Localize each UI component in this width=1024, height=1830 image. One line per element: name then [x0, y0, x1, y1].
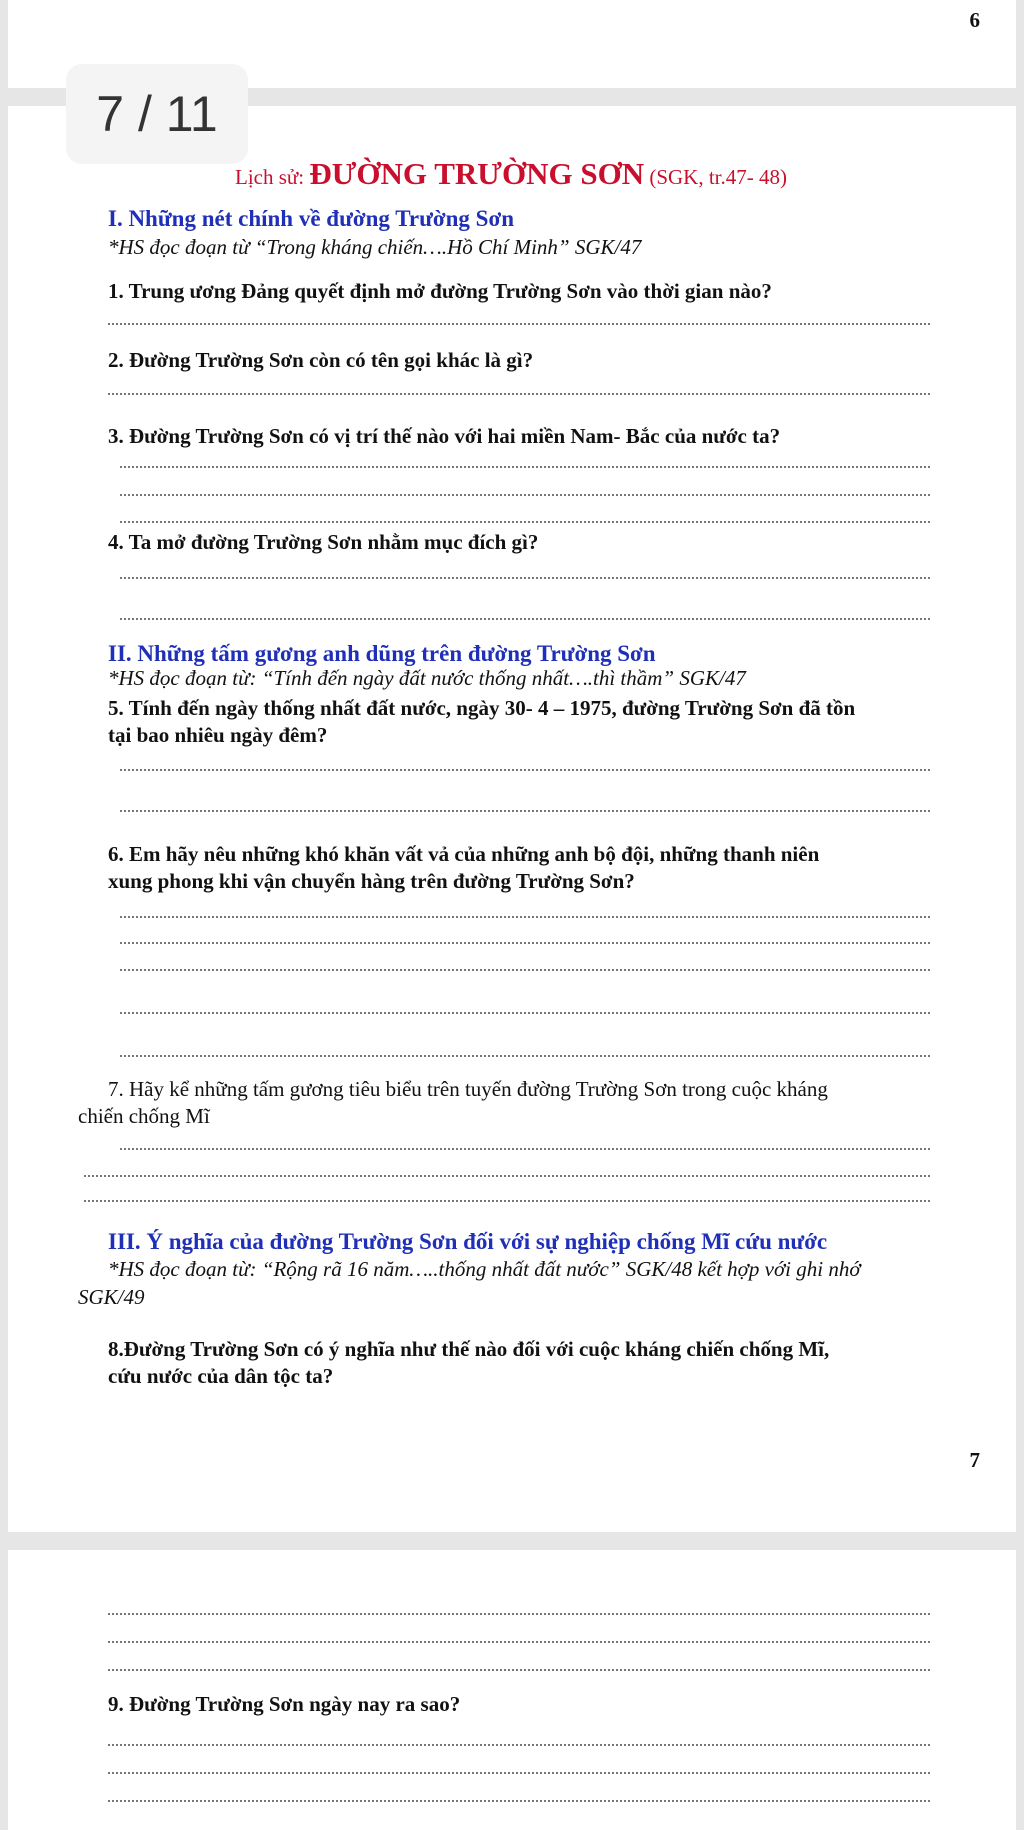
answer-line: [120, 810, 930, 812]
question-7-line-2: chiến chống Mĩ: [78, 1104, 210, 1128]
answer-line: [120, 1148, 930, 1150]
answer-line: [108, 1669, 930, 1671]
answer-line: [120, 916, 930, 918]
question-8-line-1: 8.Đường Trường Sơn có ý nghĩa như thế nào đối với cuộc kháng chiến chống Mĩ,: [108, 1337, 830, 1361]
answer-line: [84, 1175, 930, 1177]
answer-line: [108, 1641, 930, 1643]
question-1: 1. Trung ương Đảng quyết định mở đường Trường Sơn vào thời gian nào?: [108, 279, 772, 303]
question-2: 2. Đường Trường Sơn còn có tên gọi khác là gì?: [108, 348, 534, 372]
answer-line: [120, 969, 930, 971]
section-heading-2: II. Những tấm gương anh dũng trên đường Trường Sơn: [108, 641, 656, 666]
section-note-2: *HS đọc đoạn từ: “Tính đến ngày đất nước thống nhất….thì thầm” SGK/47: [108, 666, 746, 690]
page-number: 7: [969, 1448, 980, 1472]
answer-line: [120, 942, 930, 944]
question-6-line-1: 6. Em hãy nêu những khó khăn vất vả của những anh bộ đội, những thanh niên: [108, 842, 820, 866]
answer-line: [120, 466, 930, 468]
section-heading-3: III. Ý nghĩa của đường Trường Sơn đối với sự nghiệp chống Mĩ cứu nước: [108, 1229, 828, 1254]
section-note-1: *HS đọc đoạn từ “Trong kháng chiến….Hồ Chí Minh” SGK/47: [108, 235, 642, 259]
answer-line: [84, 1200, 930, 1202]
question-8-line-2: cứu nước của dân tộc ta?: [108, 1364, 334, 1388]
answer-line: [108, 1613, 930, 1615]
answer-line: [120, 1055, 930, 1057]
next-page: [8, 1550, 1016, 1830]
section-note-3-line-1: *HS đọc đoạn từ: “Rộng rã 16 năm…..thống nhất đất nước” SGK/48 kết hợp với ghi nhớ: [108, 1257, 861, 1281]
question-7-line-1: 7. Hãy kể những tấm gương tiêu biểu trên tuyến đường Trường Sơn trong cuộc kháng: [108, 1077, 828, 1101]
document-title: Lịch sử: ĐƯỜNG TRƯỜNG SƠN (SGK, tr.47- 48): [235, 156, 787, 191]
question-5-line-2: tại bao nhiêu ngày đêm?: [108, 723, 328, 747]
answer-line: [108, 323, 930, 325]
answer-line: [120, 577, 930, 579]
section-heading-1: I. Những nét chính về đường Trường Sơn: [108, 206, 514, 231]
answer-line: [108, 1744, 930, 1746]
page-counter: 7 / 11: [66, 64, 248, 164]
answer-line: [120, 1012, 930, 1014]
question-5-line-1: 5. Tính đến ngày thống nhất đất nước, ngày 30- 4 – 1975, đường Trường Sơn đã tồn: [108, 696, 856, 720]
answer-line: [108, 1800, 930, 1802]
answer-line: [120, 618, 930, 620]
section-note-3-line-2: SGK/49: [78, 1285, 145, 1309]
answer-line: [108, 1772, 930, 1774]
question-3: 3. Đường Trường Sơn có vị trí thế nào với hai miền Nam- Bắc của nước ta?: [108, 424, 781, 448]
current-page: [8, 106, 1016, 1532]
answer-line: [120, 494, 930, 496]
question-6-line-2: xung phong khi vận chuyển hàng trên đường Trường Sơn?: [108, 869, 635, 893]
question-4: 4. Ta mở đường Trường Sơn nhằm mục đích gì?: [108, 530, 539, 554]
page-number: 6: [969, 8, 980, 32]
answer-line: [120, 521, 930, 523]
answer-line: [120, 769, 930, 771]
question-9: 9. Đường Trường Sơn ngày nay ra sao?: [108, 1692, 461, 1716]
answer-line: [108, 393, 930, 395]
